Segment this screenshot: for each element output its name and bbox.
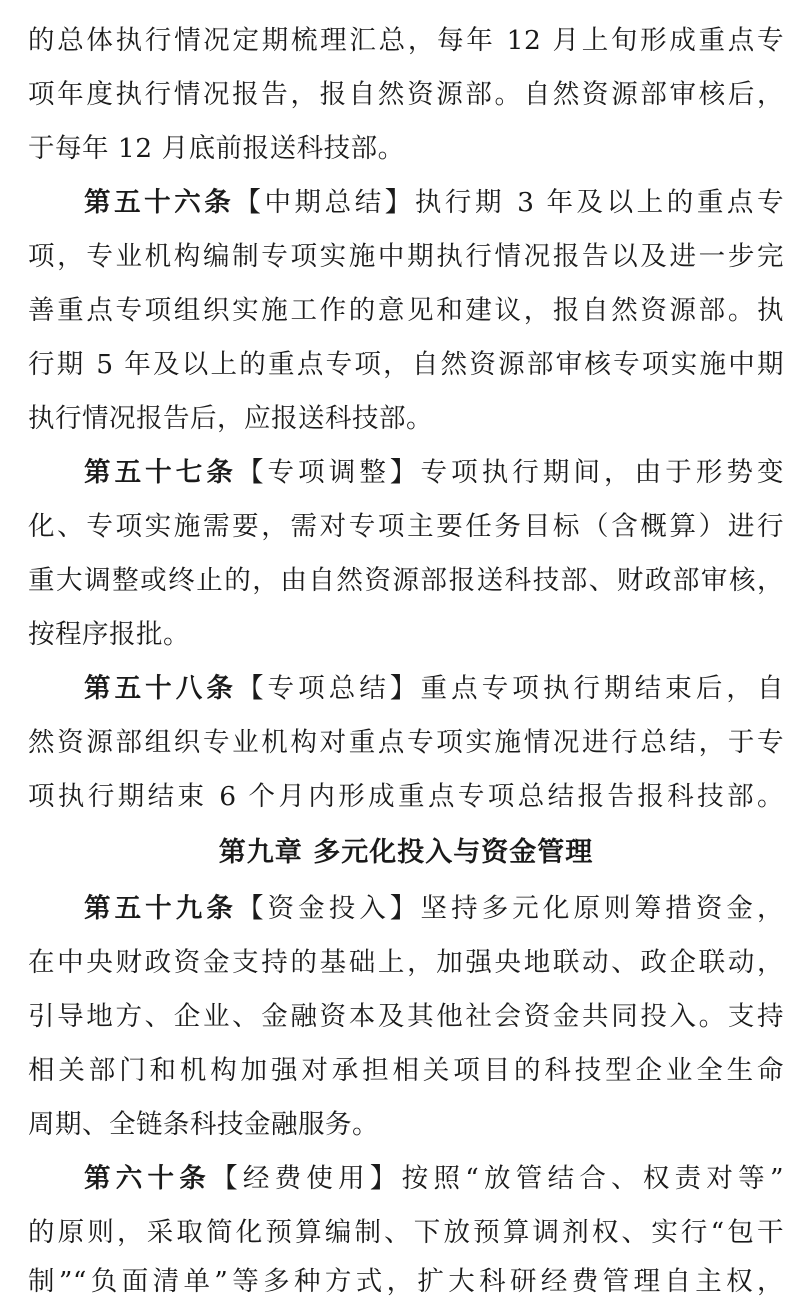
article-57-label: 第五十七条 xyxy=(84,457,237,488)
text-line: 化、专项实施需要，需对专项主要任务目标（含概算）进行 xyxy=(28,511,784,542)
text-line: 制”“负面清单”等多种方式，扩大科研经费管理自主权， xyxy=(28,1266,784,1297)
article-59-first-line xyxy=(84,891,784,927)
text-line: 善重点专项组织实施工作的意见和建议，报自然资源部。执 xyxy=(28,295,784,326)
text-line: 项执行期结束 6 个月内形成重点专项总结报告报科技部。 xyxy=(28,781,784,812)
text-line: 引导地方、企业、金融资本及其他社会资金共同投入。支持 xyxy=(28,1001,784,1032)
article-57-first-line xyxy=(84,455,784,491)
text-line: 的原则，采取简化预算编制、下放预算调剂权、实行“包干 xyxy=(28,1217,784,1248)
article-56-label: 第五十六条 xyxy=(84,187,235,218)
text-line: 项年度执行情况报告，报自然资源部。自然资源部审核后， xyxy=(28,79,784,110)
article-58-text: 【专项总结】重点专项执行期结束后，自 xyxy=(236,673,785,704)
article-59-text: 【资金投入】坚持多元化原则筹措资金， xyxy=(236,893,785,924)
text-line: 执行情况报告后，应报送科技部。 xyxy=(28,403,433,434)
text-line: 按程序报批。 xyxy=(28,619,190,650)
article-59-label: 第五十九条 xyxy=(84,893,237,924)
text-line: 项，专业机构编制专项实施中期执行情况报告以及进一步完 xyxy=(28,241,784,272)
article-60-first-line xyxy=(84,1161,784,1197)
text-line: 的总体执行情况定期梳理汇总，每年 12 月上旬形成重点专 xyxy=(28,25,784,56)
text-line: 重大调整或终止的，由自然资源部报送科技部、财政部审核， xyxy=(28,565,784,596)
article-60-label: 第六十条 xyxy=(84,1163,212,1194)
text-line: 然资源部组织专业机构对重点专项实施情况进行总结，于专 xyxy=(28,727,784,758)
article-58-first-line xyxy=(84,671,784,707)
article-58-label: 第五十八条 xyxy=(84,673,237,704)
text-line: 行期 5 年及以上的重点专项，自然资源部审核专项实施中期 xyxy=(28,349,784,380)
text-line: 周期、全链条科技金融服务。 xyxy=(28,1109,379,1140)
text-line: 于每年 12 月底前报送科技部。 xyxy=(28,133,405,164)
text-line: 在中央财政资金支持的基础上，加强央地联动、政企联动， xyxy=(28,947,784,978)
chapter-heading: 第九章 多元化投入与资金管理 xyxy=(218,837,594,868)
article-56-text: 【中期总结】执行期 3 年及以上的重点专 xyxy=(234,187,784,218)
article-56-first-line xyxy=(84,185,784,221)
article-60-text: 【经费使用】按照“放管结合、权责对等” xyxy=(211,1163,784,1194)
article-57-text: 【专项调整】专项执行期间，由于形势变 xyxy=(236,457,785,488)
text-line: 相关部门和机构加强对承担相关项目的科技型企业全生命 xyxy=(28,1055,784,1086)
